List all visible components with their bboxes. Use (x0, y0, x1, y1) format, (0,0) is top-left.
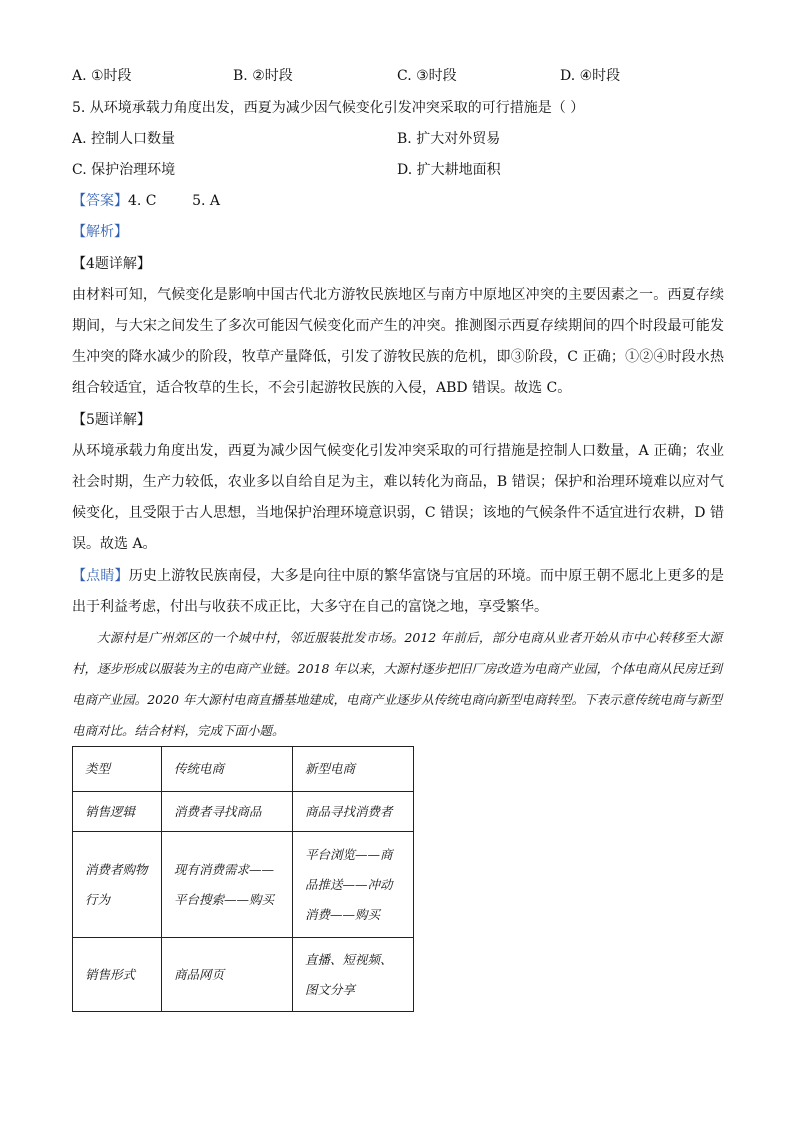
q5-stem: 5. 从环境承载力角度出发，西夏为减少因气候变化引发冲突采取的可行措施是（ ） (72, 100, 585, 116)
table-header-row (73, 747, 414, 792)
q4-option-b: B. ②时段 (233, 68, 293, 84)
comment-paragraph (72, 561, 724, 623)
table-row (73, 938, 414, 1012)
q4-option-c: C. ③时段 (397, 68, 457, 84)
table-cell: 商品网页 (162, 938, 293, 1012)
q5-option-a: A. 控制人口数量 (72, 131, 176, 147)
q4-detail-text: 由材料可知，气候变化是影响中国古代北方游牧民族地区与南方中原地区冲突的主要因素之一。西夏存续期间，与大宋之间发生了多次可能因气候变化而产生的冲突。推测图示西夏存续期间的四个时段最可能发生冲突的降水减少的阶段，牧草产量降低，引发了游牧民族的危机，即③阶段，C 正确；①②④时段水热组合较适宜，适合牧草的生长，不会引起游牧民族的入侵，ABD 错误。故选 C。 (72, 287, 724, 396)
q4-detail-label: 【4题详解】 (72, 256, 151, 272)
table-header-cell: 类型 (73, 747, 162, 792)
table-cell: 消费者寻找商品 (162, 792, 293, 832)
q5-option-c: C. 保护治理环境 (72, 162, 176, 178)
table-row (73, 832, 414, 938)
table-cell: 消费者购物行为 (73, 832, 162, 938)
ecommerce-comparison-table (72, 746, 414, 1012)
table-cell: 现有消费需求——平台搜索——购买 (162, 832, 293, 938)
q5-detail-label: 【5题详解】 (72, 412, 151, 428)
table-header-cell: 传统电商 (162, 747, 293, 792)
comment-text: 历史上游牧民族南侵，大多是向往中原的繁华富饶与宜居的环境。而中原王朝不愿北上更多的是出于利益考虑，付出与收获不成正比，大多守在自己的富饶之地，享受繁华。 (72, 568, 725, 615)
q4-option-d: D. ④时段 (560, 68, 621, 84)
table-cell: 销售逻辑 (73, 792, 162, 832)
analysis-label: 【解析】 (72, 224, 128, 240)
table-cell: 商品寻找消费者 (293, 792, 414, 832)
table-cell: 直播、短视频、图文分享 (293, 938, 414, 1012)
answer-label: 【答案】 (72, 193, 128, 209)
comment-label: 【点睛】 (72, 568, 129, 584)
q4-option-a: A. ①时段 (72, 68, 132, 84)
q5-option-b: B. 扩大对外贸易 (397, 131, 501, 147)
table-cell: 平台浏览——商品推送——冲动消费——购买 (293, 832, 414, 938)
table-row (73, 792, 414, 832)
q5-detail-text: 从环境承载力角度出发，西夏为减少因气候变化引发冲突采取的可行措施是控制人口数量，A 正确；农业社会时期，生产力较低，农业多以自给自足为主，难以转化为商品，B 错误；保护和治理环境难以应对气候变化，且受限于古人思想，当地保护治理环境意识弱，C 错误；该地的气候条件不适宜进行农耕，D 错误。故选 A。 (72, 443, 724, 552)
answer-line (72, 191, 220, 211)
table-header-cell: 新型电商 (293, 747, 414, 792)
material-intro: 大源村是广州郊区的一个城中村，邻近服装批发市场。2012 年前后，部分电商从业者开始从市中心转移至大源村，逐步形成以服装为主的电商产业链。2018 年以来，大源村逐步把旧厂房改造为电商产业园，个体电商从民房迁到电商产业园。2020 年大源村电商直播基地建成，电商产业逐步从传统电商向新型电商转型。下表示意传统电商与新型电商对比。结合材料，完成下面小题。 (72, 630, 722, 738)
table-cell: 销售形式 (73, 938, 162, 1012)
answer-text: 4. C 5. A (128, 193, 221, 209)
q5-option-d: D. 扩大耕地面积 (397, 162, 501, 178)
